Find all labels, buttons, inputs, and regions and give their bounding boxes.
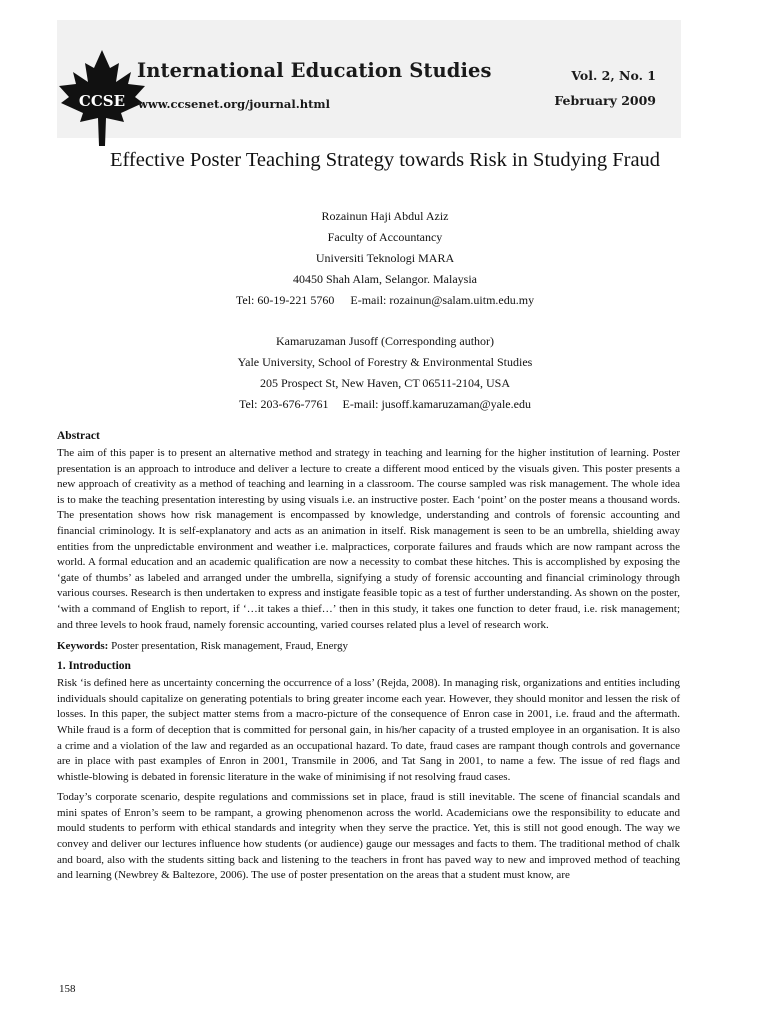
journal-header-banner (57, 20, 681, 138)
author-name: Rozainun Haji Abdul Aziz (321, 209, 449, 223)
paper-body (57, 428, 680, 889)
author-affiliation-line: 40450 Shah Alam, Selangor. Malaysia (293, 272, 477, 286)
author-email: E-mail: rozainun@salam.uitm.edu.my (350, 293, 535, 307)
abstract-heading: Abstract (57, 430, 100, 442)
introduction-heading: 1. Introduction (57, 660, 131, 673)
keywords-line (57, 638, 680, 654)
author-affiliation-line: Faculty of Accountancy (327, 230, 443, 244)
paper-title: Effective Poster Teaching Strategy towards Risk in Studying Fraud (109, 149, 661, 171)
keywords-label: Keywords: (57, 640, 109, 653)
journal-url: www.ccsenet.org/journal.html (138, 97, 330, 111)
author-name: Kamaruzaman Jusoff (Corresponding author) (275, 334, 495, 348)
issue-date: February 2009 (554, 93, 656, 108)
introduction-paragraph: Risk ‘is defined here as uncertainty concerning the occurrence of a loss’ (Rejda, 2008). In managing risk, organizations and entities including individuals should capitalize on generating potentials to bring greater income each year. However, they should monitor and lessen the risk of losses. In this paper, the subject matter stems from a macro-picture of the consequence of Enron case in 2001, i.e. fraud and the aftermath. While fraud is a form of deception that is committed for personal gain, in his/her capacity of a trusted employee in an organisation. It is also a crime and a violation of the law and regarded as an occupational hazard. To date, fraud cases are rampant though controls and governance are in place with past examples of Enron in 2001, Transmile in 2006, and Tat Sang in 2001, to name a few. The issue of red flags and whistle-blowing is debated in forensic literature in the wake of minimising if not resolving fraud cases. (57, 677, 680, 783)
author-contact (40, 290, 730, 311)
author-affiliation-line: 205 Prospect St, New Haven, CT 06511-2104, USA (260, 376, 510, 390)
author-email: E-mail: jusoff.kamaruzaman@yale.edu (342, 397, 531, 411)
author-1 (40, 206, 730, 311)
abstract-text: The aim of this paper is to present an alternative method and strategy in teaching and learning for the higher institution of learning. Poster presentation is an approach to introduce and deliver a lecture to create a different mood enticed by the visuals given. This poster presents a new approach of creativity as a method of teaching and learning in a classroom. The course sampled was risk management. The whole idea is to make the teaching presentation interesting by using visuals i.e. an instructive poster. Each ‘point’ on the poster means a thousand words. The presentation shows how risk management is encompassed by knowledge, understanding and controls of forensic accounting and financial criminology. It is self-explanatory and acts as an animation in itself. Risk management is seen to be an umbrella, shielding away entities from the unpredictable environment and weather i.e. malpractices, corporate failures and frauds which are now rampant across the world. A formal education and an academic qualification are now a necessity to combat these hitches. This is accomplished by exposing the ‘gate of thumbs’ as labeled and arranged under the umbrella, signifying a study of forensic accounting and financial criminology through various courses. Research is then undertaken to express and instigate feasible topic as a test of further understanding. As shown on the poster, ‘with a command of English to report, if ‘…it takes a thief…’ then in this study, it takes one function to deter fraud, i.e. risk management; and three levels to hook fraud, namely forensic accounting, varied courses related plus a level of research work. (57, 447, 680, 631)
maple-leaf-logo (57, 50, 147, 146)
author-2 (40, 331, 730, 415)
keywords-text: Poster presentation, Risk management, Fraud, Energy (111, 640, 348, 653)
journal-name: International Education Studies (137, 59, 492, 82)
author-affiliation-line: Yale University, School of Forestry & Environmental Studies (237, 355, 533, 369)
author-contact (40, 394, 730, 415)
author-tel: Tel: 60-19-221 5760 (235, 293, 335, 307)
logo-text: CCSE (78, 92, 126, 110)
page-number: 158 (59, 983, 76, 995)
author-block (40, 206, 730, 415)
author-tel: Tel: 203-676-7761 (239, 397, 329, 411)
author-affiliation-line: Universiti Teknologi MARA (315, 251, 455, 265)
introduction-paragraph: Today’s corporate scenario, despite regulations and commissions set in place, fraud is still inevitable. The scene of financial scandals and mini spates of Enron’s seem to be rampant, a growing phenomenon across the world. Academicians owe the responsibility to educate and mould students to perform with ethical standards and integrity when they serve the practice. Yet, this is still not good enough. The way we convey and deliver our lectures influence how students (or audience) gauge our messages and facts to them. The traditional method of chalk and board, also with the students sitting back and listening to the teachers in front has paved way to new and improved method of teaching and learning (Newbrey & Baltezore, 2006). The use of poster presentation on the areas that a student must know, are (57, 791, 680, 882)
volume-label: Vol. 2, No. 1 (571, 68, 656, 83)
